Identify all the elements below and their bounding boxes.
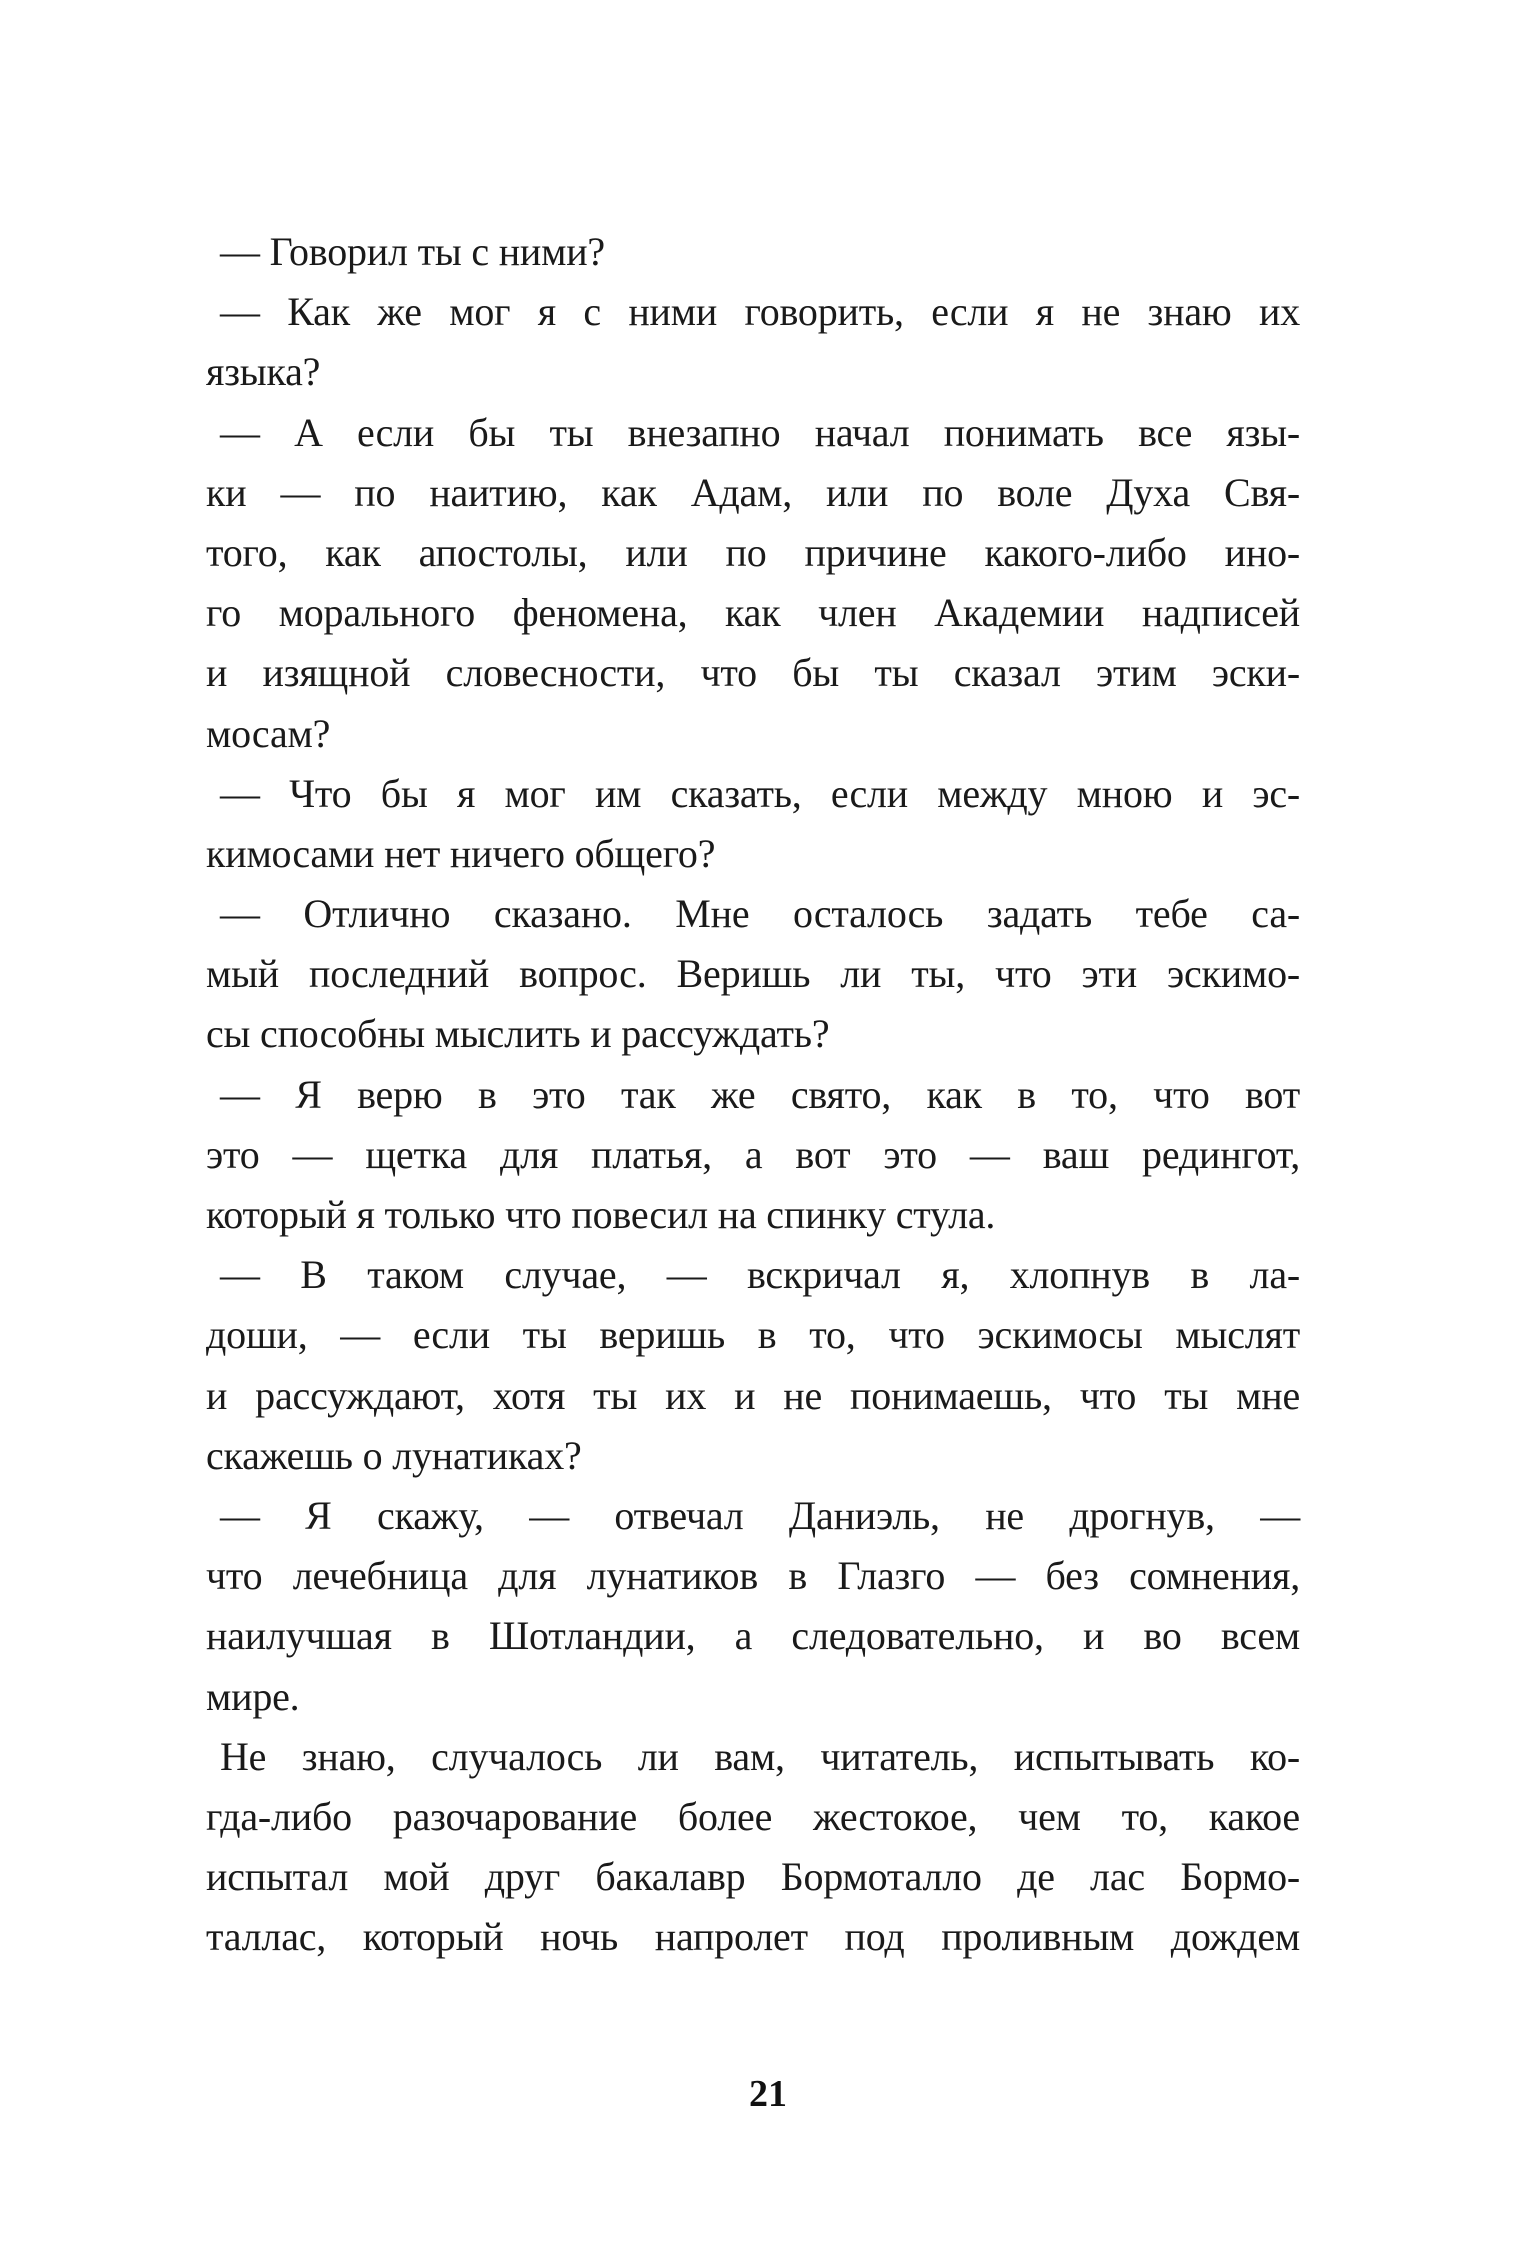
- text-line: — Я скажу, — отвечал Даниэль, не дрогнув, —: [220, 1492, 1300, 1538]
- text-line: того, как апостолы, или по причине какого-либо ино-: [206, 529, 1300, 575]
- text-line: таллас, который ночь напролет под проливным дождем: [206, 1914, 1300, 1960]
- text-line: — Я верю в это так же свято, как в то, что вот: [220, 1071, 1300, 1117]
- text-line: и изящной словесности, что бы ты сказал этим эски-: [206, 650, 1300, 696]
- text-line: и рассуждают, хотя ты их и не понимаешь, что ты мне: [206, 1372, 1300, 1418]
- page-number: 21: [749, 2073, 787, 2115]
- text-line: доши, — если ты веришь в то, что эскимосы мыслят: [206, 1312, 1300, 1358]
- text-line: го морального феномена, как член Академии надписей: [206, 590, 1300, 636]
- text-line: — Как же мог я с ними говорить, если я не знаю их: [220, 289, 1300, 335]
- text-line: кимосами нет ничего общего?: [206, 830, 716, 876]
- text-line: — В таком случае, — вскричал я, хлопнув в ла-: [220, 1252, 1300, 1298]
- text-line: — Отлично сказано. Мне осталось задать тебе са-: [220, 891, 1300, 937]
- text-line: сы способны мыслить и рассуждать?: [206, 1011, 830, 1057]
- text-line: скажешь о лунатиках?: [206, 1432, 582, 1478]
- text-line: — А если бы ты внезапно начал понимать все язы-: [220, 409, 1300, 455]
- body-text: [206, 222, 1300, 1967]
- text-line: языка?: [206, 349, 321, 395]
- text-line: гда-либо разочарование более жестокое, чем то, какое: [206, 1793, 1300, 1839]
- text-line: мире.: [206, 1673, 300, 1719]
- text-line: мый последний вопрос. Веришь ли ты, что эти эскимо-: [206, 951, 1300, 997]
- text-line: что лечебница для лунатиков в Глазго — без сомнения,: [206, 1553, 1300, 1599]
- text-line: который я только что повесил на спинку стула.: [206, 1192, 996, 1237]
- text-line: — Что бы я мог им сказать, если между мною и эс-: [220, 770, 1300, 816]
- text-line: Не знаю, случалось ли вам, читатель, испытывать ко-: [220, 1733, 1300, 1779]
- text-line: — Говорил ты с ними?: [220, 229, 605, 274]
- text-line: испытал мой друг бакалавр Бормоталло де лас Бормо-: [206, 1854, 1300, 1900]
- text-line: мосам?: [206, 710, 331, 756]
- text-line: наилучшая в Шотландии, а следовательно, и во всем: [206, 1613, 1300, 1659]
- text-line: это — щетка для платья, а вот это — ваш редингот,: [206, 1131, 1300, 1177]
- text-line: ки — по наитию, как Адам, или по воле Духа Свя-: [206, 469, 1300, 515]
